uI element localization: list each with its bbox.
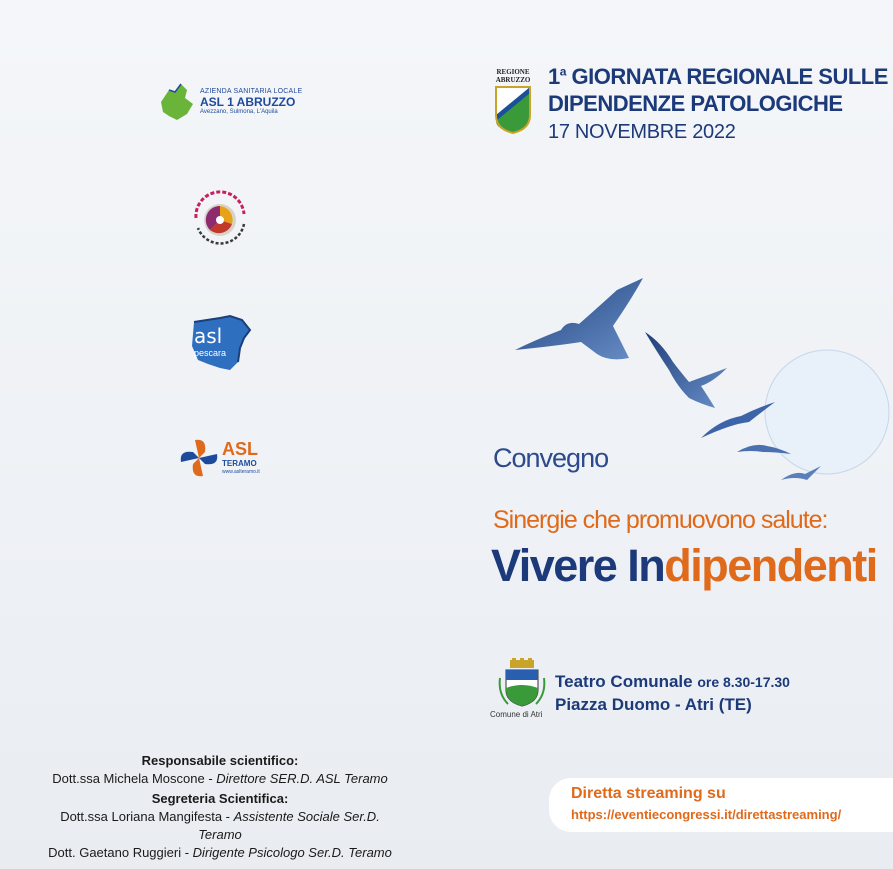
seg-line-2 [40, 844, 400, 862]
seg-line-1 [40, 808, 400, 844]
atri-crest-icon [498, 658, 546, 710]
venue-line1 [555, 672, 790, 692]
asl1-line3: Avezzano, Sulmona, L'Aquila [200, 109, 278, 115]
resp-role: Direttore SER.D. ASL Teramo [216, 771, 388, 786]
asl-teramo-website: www.aslteramo.it [222, 469, 260, 475]
resp-name: Dott.ssa Michela Moscone - [52, 771, 217, 786]
region-line1: REGIONE [496, 68, 530, 76]
seg-heading: Segreteria Scientifica: [151, 791, 289, 806]
regione-abruzzo-logo [492, 68, 534, 134]
seg2-name: Dott. Gaetano Ruggieri - [48, 845, 193, 860]
venue-address: Piazza Duomo - Atri (TE) [555, 695, 752, 714]
asl-lanciano-vasto-chieti-logo [188, 188, 252, 252]
streaming-link[interactable]: https://eventiecongressi.it/direttastreaming/ [571, 807, 842, 822]
event-title-line1 [548, 64, 888, 90]
asl-teramo-line1: ASL [222, 439, 258, 459]
streaming-title: Diretta streaming su [571, 785, 726, 802]
teramo-flower-icon [178, 437, 220, 479]
seg2-role: Dirigente Psicologo Ser.D. Teramo [192, 845, 392, 860]
resp-heading: Responsabile scientifico: [141, 753, 299, 768]
title-line1-text: GIORNATA REGIONALE SULLE [565, 64, 888, 89]
venue-hours: ore 8.30-17.30 [697, 674, 790, 690]
region-shield-icon [492, 85, 534, 135]
asl-pescara-line2: pescara [194, 348, 227, 358]
credits-block [40, 752, 400, 862]
asl-pescara-line1: asl [194, 324, 223, 348]
region-label [492, 68, 534, 84]
atri-label: Comune di Atri [490, 710, 543, 719]
asl1-line1: AZIENDA SANITARIA LOCALE [200, 88, 303, 95]
event-title-line2: DIPENDENZE PATOLOGICHE [548, 91, 843, 116]
event-subtitle: Sinergie che promuovono salute: [493, 506, 828, 534]
title-ordinal-sup: a [559, 64, 566, 79]
asl-teramo-line2: TERAMO [222, 459, 257, 468]
event-type: Convegno [493, 443, 609, 473]
region-line2: ABRUZZO [495, 76, 531, 84]
seg1-role: Assistente Sociale Ser.D. Teramo [198, 809, 380, 842]
asl1-abruzzo-logo [155, 80, 303, 126]
event-date: 17 NOVEMBRE 2022 [548, 121, 736, 143]
venue-name: Teatro Comunale [555, 672, 693, 691]
seg1-name: Dott.ssa Loriana Mangifesta - [60, 809, 234, 824]
main-title-part2: dipendenti [664, 540, 877, 591]
asl-pescara-logo [190, 314, 254, 372]
abruzzo-map-icon [155, 80, 199, 126]
title-ordinal: 1 [548, 64, 560, 89]
main-title-part1: Vivere In [491, 540, 665, 591]
event-main-title [491, 540, 877, 592]
asl1-line2: ASL 1 ABRUZZO [200, 95, 296, 109]
resp-line [40, 770, 400, 788]
asl-teramo-logo [178, 435, 278, 481]
